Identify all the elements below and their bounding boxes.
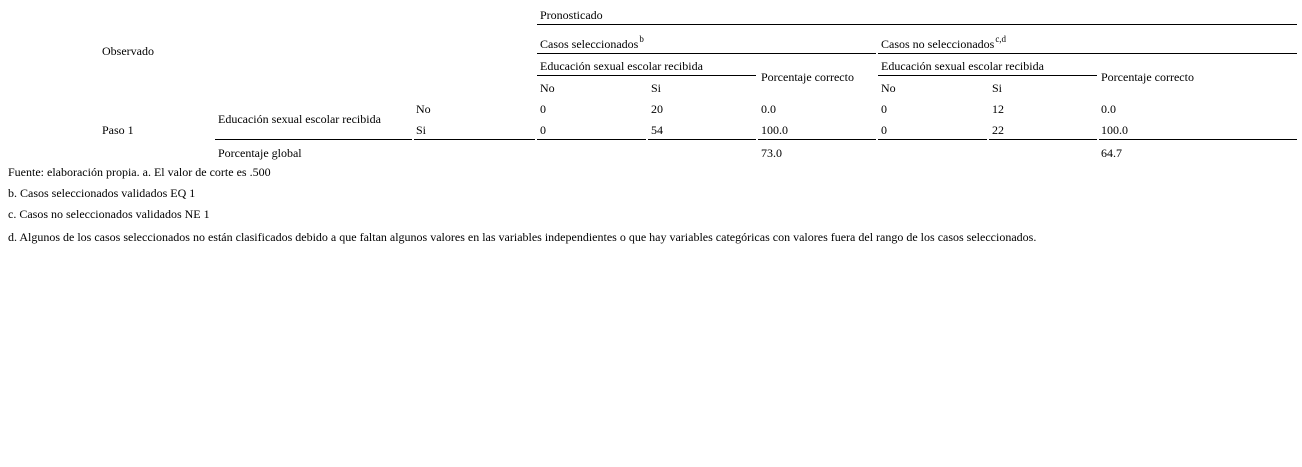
unselected-percent-header: Porcentaje correcto	[1101, 70, 1194, 84]
unselected-cases-rule	[878, 53, 1297, 54]
row-no-unselected-si: 12	[992, 102, 1004, 116]
row-no-unselected-no: 0	[881, 102, 887, 116]
selected-variable-rule	[537, 75, 756, 76]
row-label-no: No	[416, 102, 431, 116]
selected-cases-label: Casos seleccionados	[540, 37, 639, 51]
table-rule-segment	[758, 139, 876, 140]
unselected-cases-label: Casos no seleccionados	[881, 37, 995, 51]
predicted-header-rule	[537, 24, 1297, 25]
selected-col-si: Si	[651, 81, 662, 95]
table-rule-segment	[878, 139, 987, 140]
row-si-selected-percent: 100.0	[761, 123, 788, 137]
unselected-cases-header	[881, 34, 1007, 51]
row-no-selected-si: 20	[651, 102, 663, 116]
selected-percent-header: Porcentaje correcto	[761, 70, 854, 84]
selected-col-no: No	[540, 81, 555, 95]
unselected-cases-footnote-mark: c,d	[995, 34, 1007, 44]
table-rule-segment	[215, 139, 412, 140]
table-rule-segment	[414, 139, 535, 140]
row-no-selected-percent: 0.0	[761, 102, 776, 116]
unselected-col-no: No	[881, 81, 896, 95]
note-c: c. Casos no seleccionados validados NE 1	[8, 207, 210, 221]
note-d: d. Algunos de los casos seleccionados no están clasificados debido a que faltan algunos valores en las variables independientes o que hay variables categóricas con valores fuera del rango de los casos seleccionados.	[8, 230, 1037, 244]
row-variable-label: Educación sexual escolar recibida	[218, 112, 381, 126]
row-si-unselected-si: 22	[992, 123, 1004, 137]
unselected-variable-header: Educación sexual escolar recibida	[881, 59, 1044, 73]
row-si-selected-si: 54	[651, 123, 663, 137]
table-rule-segment	[989, 139, 1097, 140]
step-label: Paso 1	[102, 123, 134, 137]
row-si-selected-no: 0	[540, 123, 546, 137]
note-b: b. Casos seleccionados validados EQ 1	[8, 186, 196, 200]
global-selected-percent: 73.0	[761, 146, 782, 160]
row-label-si: Si	[416, 123, 427, 137]
global-unselected-percent: 64.7	[1101, 146, 1122, 160]
row-no-unselected-percent: 0.0	[1101, 102, 1116, 116]
unselected-variable-rule	[878, 75, 1097, 76]
row-si-unselected-percent: 100.0	[1101, 123, 1128, 137]
selected-variable-header: Educación sexual escolar recibida	[540, 59, 703, 73]
note-source: Fuente: elaboración propia. a. El valor de corte es .500	[8, 165, 271, 179]
observed-header: Observado	[102, 44, 154, 58]
row-si-unselected-no: 0	[881, 123, 887, 137]
selected-cases-rule	[537, 53, 876, 54]
global-percent-label: Porcentaje global	[218, 146, 302, 160]
table-rule-segment	[1099, 139, 1297, 140]
selected-cases-footnote-mark: b	[639, 34, 644, 44]
table-rule-segment	[648, 139, 756, 140]
table-rule-segment	[537, 139, 646, 140]
predicted-header: Pronosticado	[540, 8, 603, 22]
unselected-col-si: Si	[992, 81, 1003, 95]
selected-cases-header	[540, 34, 644, 51]
row-no-selected-no: 0	[540, 102, 546, 116]
